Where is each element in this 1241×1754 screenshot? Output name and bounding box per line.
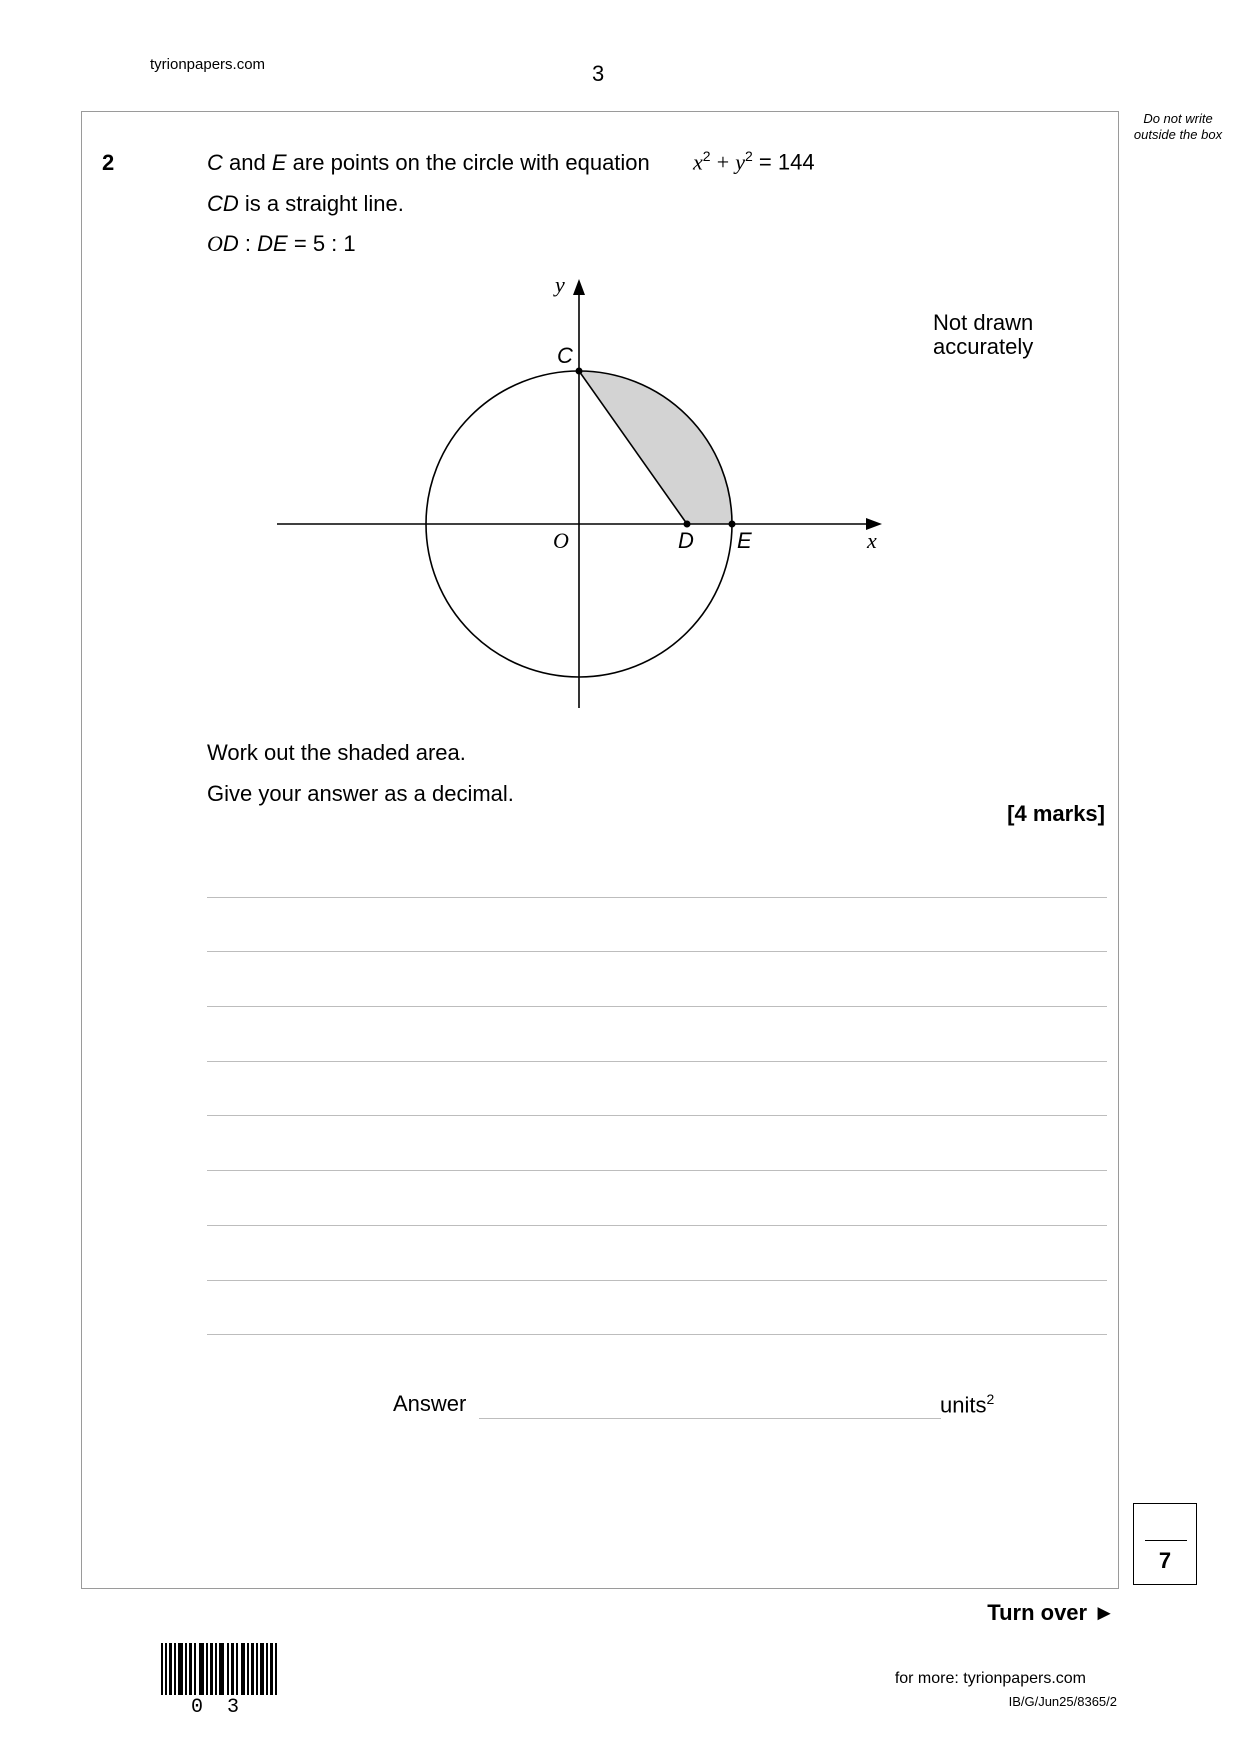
answer-field[interactable]	[479, 1418, 941, 1419]
label-o: O	[553, 528, 569, 553]
marks-label: [4 marks]	[1007, 801, 1105, 826]
marks-tally-box	[1133, 1503, 1197, 1585]
point-c	[576, 368, 583, 375]
point-e	[729, 521, 736, 528]
y-axis-label: y	[555, 272, 565, 297]
working-line[interactable]	[207, 1006, 1107, 1007]
point-e-label: E	[271, 150, 287, 175]
site-name: tyrionpapers.com	[150, 56, 266, 73]
working-line[interactable]	[207, 1115, 1107, 1116]
turn-over-label: Turn over ►	[987, 1600, 1115, 1625]
barcode	[161, 1643, 277, 1695]
for-more-link[interactable]: for more: tyrionpapers.com	[894, 1670, 1086, 1687]
tally-line	[1145, 1540, 1187, 1541]
instruction-1: Work out the shaded area.	[207, 740, 466, 765]
eq-x: x	[693, 149, 703, 175]
point-d	[684, 521, 691, 528]
eq-plus: +	[716, 149, 730, 175]
not-drawn-line-1: Not drawn	[933, 310, 1034, 335]
instruction-2: Give your answer as a decimal.	[207, 781, 514, 806]
shaded-region	[579, 371, 732, 524]
page-number: 3	[592, 61, 605, 86]
line1-rest: are points on the circle with equation	[292, 150, 650, 175]
point-c-label: C	[207, 150, 223, 175]
eq-y-power: 2	[745, 148, 753, 164]
y-axis-arrow	[573, 279, 585, 295]
eq-x-power: 2	[702, 148, 711, 164]
ratio-colon: :	[244, 231, 252, 256]
working-line[interactable]	[207, 1334, 1107, 1335]
not-drawn-line-2: accurately	[933, 334, 1034, 359]
question-number: 2	[102, 150, 115, 175]
ratio-value: = 5 : 1	[293, 231, 356, 256]
units-power: 2	[986, 1391, 995, 1407]
ratio-de: DE	[257, 231, 288, 256]
barcode-digits: 0 3	[191, 1696, 246, 1719]
line2-text: is a straight line.	[244, 191, 404, 216]
tally-total: 7	[1158, 1548, 1172, 1573]
working-line[interactable]	[207, 1061, 1107, 1062]
label-e: E	[737, 528, 752, 553]
working-line[interactable]	[207, 1170, 1107, 1171]
answer-label: Answer	[393, 1391, 467, 1416]
working-line[interactable]	[207, 897, 1107, 898]
line-cd-label: CD	[207, 191, 239, 216]
working-line[interactable]	[207, 1225, 1107, 1226]
units-label: units$^2$	[940, 1391, 995, 1418]
ratio-d: D	[222, 231, 239, 256]
margin-note: Do not write outside the box	[1133, 111, 1223, 142]
line1-and: and	[229, 150, 266, 175]
x-axis-label: x	[867, 528, 877, 553]
paper-code: IB/G/Jun25/8365/2	[1008, 1694, 1117, 1709]
working-line[interactable]	[207, 951, 1107, 952]
working-line[interactable]	[207, 1280, 1107, 1281]
label-d: D	[678, 528, 694, 553]
label-c: C	[557, 343, 573, 368]
eq-value: = 144	[758, 149, 815, 175]
ratio-o: O	[207, 231, 223, 256]
eq-y: y	[735, 149, 745, 175]
